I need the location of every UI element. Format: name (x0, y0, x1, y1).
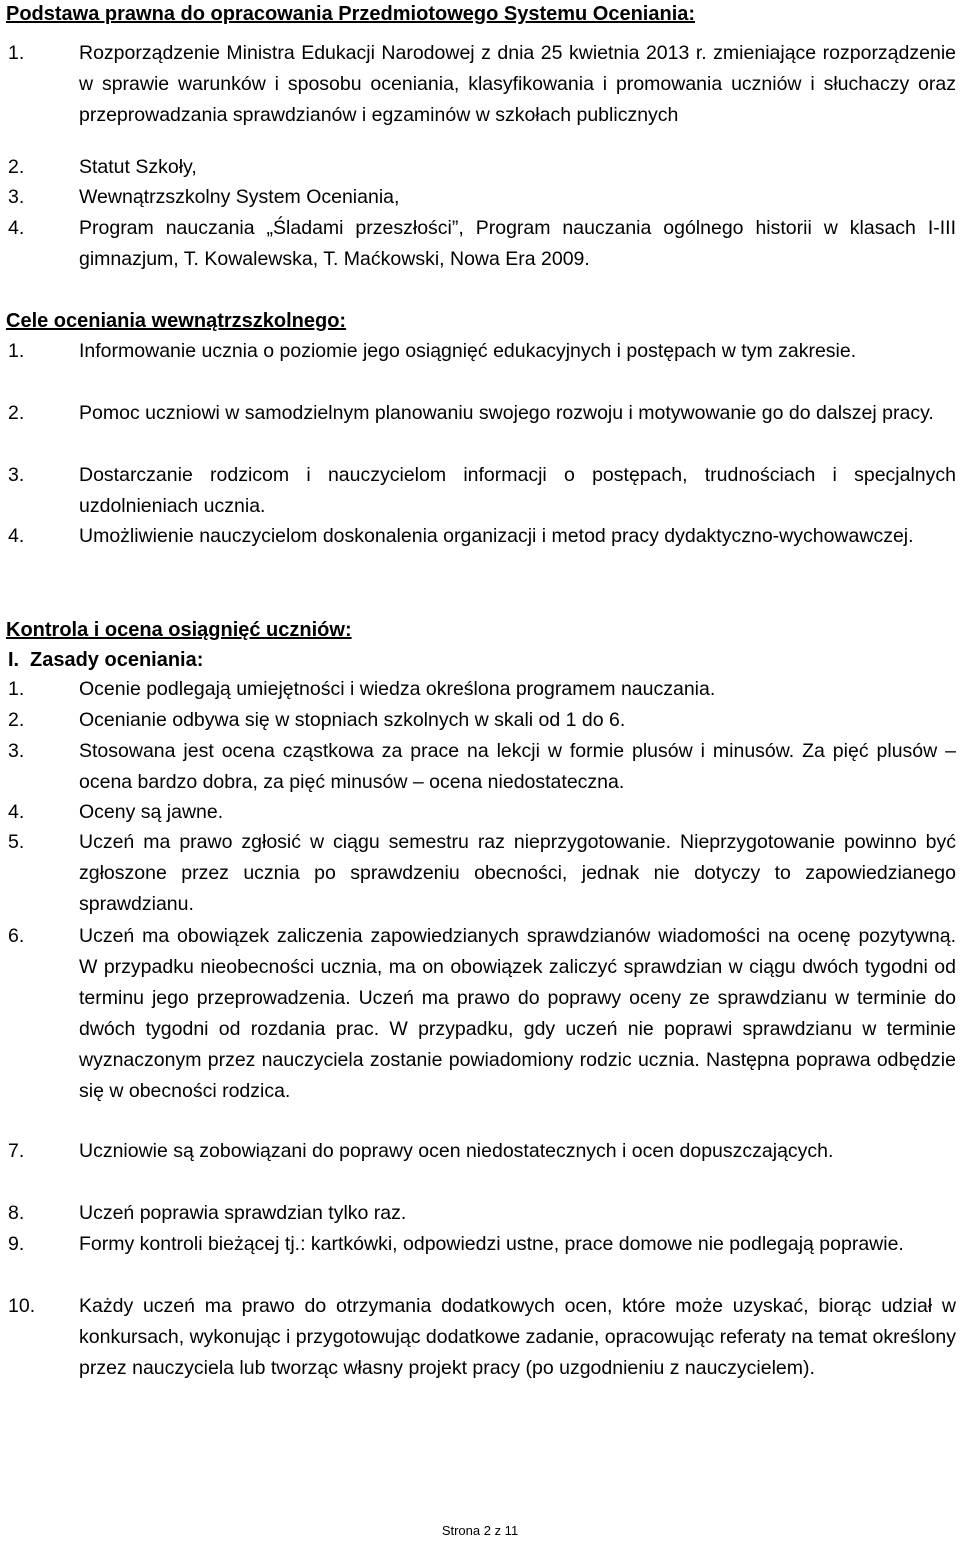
list-item-text: Stosowana jest ocena cząstkowa za prace na lekcji w formie plusów i minusów. Za pięć plusów – ocena bardzo dobra, za pięć minusów – ocena niedostateczna. (79, 740, 956, 793)
list-item-text: Program nauczania „Śladami przeszłości”, Program nauczania ogólnego historii w klasach I-III gimnazjum, T. Kowalewska, T. Maćkowski, Nowa Era 2009. (79, 217, 956, 270)
list-item-number: 6. (8, 925, 25, 947)
section-title-assessment-goals: Cele oceniania wewnątrzszkolnego: (6, 310, 347, 332)
subsection-number: I. (8, 649, 20, 671)
list-item-text: Uczeń ma prawo zgłosić w ciągu semestru raz nieprzygotowanie. Nieprzygotowanie powinno być zgłoszone przez ucznia po sprawdzeniu obecności, jednak nie dotyczy to zapowiedzianego sprawdzianu. (79, 831, 956, 915)
section-title-control-and-assessment: Kontrola i ocena osiągnięć uczniów: (6, 619, 352, 641)
list-item-number: 2. (8, 709, 25, 731)
list-item-text: Umożliwienie nauczycielom doskonalenia organizacji i metod pracy dydaktyczno-wychowawczej. (79, 525, 914, 547)
list-item-text: Dostarczanie rodzicom i nauczycielom informacji o postępach, trudnościach i specjalnych uzdolnieniach ucznia. (79, 464, 956, 517)
list-item-text: Ocenianie odbywa się w stopniach szkolnych w skali od 1 do 6. (79, 709, 626, 731)
list-item-text: Statut Szkoły, (79, 156, 197, 178)
list-item-number: 4. (8, 801, 25, 823)
list-item-text: Wewnątrzszkolny System Oceniania, (79, 186, 400, 208)
section-title-legal-basis: Podstawa prawna do opracowania Przedmiotowego Systemu Oceniania: (6, 3, 696, 25)
document-page: Podstawa prawna do opracowania Przedmiotowego Systemu Oceniania: 1. Rozporządzenie Ministra Edukacji Narodowej z dnia 25 kwietnia 2013 r. zmieniające rozporządzenie w sprawie warunków i sposobu oceniania, klasyfikowania i promowania uczniów i słuchaczy oraz przeprowadzania sprawdzianów i egzaminów w szkołach publicznych 2. Statut Szkoły, 3. Wewnątrzszkolny System Oceniania, 4. Program nauczania „Śladami przeszłości”, Program nauczania ogólnego historii w klasach I-III gimnazjum, T. Kowalewska, T. Maćkowski, Nowa Era 2009. Cele oceniania wewnątrzszkolnego: 1. Informowanie ucznia o poziomie jego osiągnięć edukacyjnych i postępach w tym zakresie. 2. Pomoc uczniowi w samodzielnym planowaniu swojego rozwoju i motywowanie go do dalszej pracy. 3. Dostarczanie rodzicom i nauczycielom informacji o postępach, trudnościach i specjalnych uzdolnieniach ucznia. 4. Umożliwienie nauczycielom doskonalenia organizacji i metod pracy dydaktyczno-wychowawczej. Kontrola i ocena osiągnięć uczniów: I. Zasady oceniania: 1. Ocenie podlegają umiejętności i wiedza określona programem nauczania. 2. Ocenianie odbywa się w stopniach szkolnych w skali od 1 do 6. 3. Stosowana jest ocena cząstkowa za prace na lekcji w formie plusów i minusów. Za pięć plusów – ocena bardzo dobra, za pięć minusów – ocena niedostateczna. 4. Oceny są jawne. 5. Uczeń ma prawo zgłosić w ciągu semestru raz nieprzygotowanie. Nieprzygotowanie powinno być zgłoszone przez ucznia po sprawdzeniu obecności, jednak nie dotyczy to zapowiedzianego sprawdzianu. 6. Uczeń ma obowiązek zaliczenia zapowiedzianych sprawdzianów wiadomości na ocenę pozytywną. W przypadku nieobecności ucznia, ma on obowiązek zaliczyć sprawdzian w ciągu dwóch tygodni od terminu jego przeprowadzenia. Uczeń ma prawo do poprawy oceny ze sprawdzianu w terminie do dwóch tygodni od rozdania prac. W przypadku, gdy uczeń nie poprawi sprawdzianu w terminie wyznaczonym przez nauczyciela zostanie powiadomiony rodzic ucznia. Następna poprawa odbędzie się w obecności rodzica. 7. Uczniowie są zobowiązani do poprawy ocen niedostatecznych i ocen dopuszczających. 8. Uczeń poprawia sprawdzian tylko raz. 9. Formy kontroli bieżącej tj.: kartkówki, odpowiedzi ustne, prace domowe nie podlegają poprawie. 10. Każdy uczeń ma prawo do otrzymania dodatkowych ocen, które może uzyskać, biorąc udział w konkursach, wykonując i przygotowując dodatkowe zadanie, opracowując referaty na temat określony przez nauczyciela lub tworząc własny projekt pracy (po uzgodnieniu z nauczycielem). Strona 2 z 11 (0, 0, 960, 1541)
list-item-text: Uczniowie są zobowiązani do poprawy ocen niedostatecznych i ocen dopuszczających. (79, 1140, 834, 1162)
list-item-number: 3. (8, 740, 25, 762)
list-item-number: 7. (8, 1140, 25, 1162)
list-item-number: 1. (8, 678, 25, 700)
list-item-number: 2. (8, 402, 25, 424)
list-item-text: Uczeń ma obowiązek zaliczenia zapowiedzianych sprawdzianów wiadomości na ocenę pozytywną. W przypadku nieobecności ucznia, ma on obowiązek zaliczyć sprawdzian w ciągu dwóch tygodni od terminu jego przeprowadzenia. Uczeń ma prawo do poprawy oceny ze sprawdzianu w terminie do dwóch tygodni od rozdania prac. W przypadku, gdy uczeń nie poprawi sprawdzianu w terminie wyznaczonym przez nauczyciela zostanie powiadomiony rodzic ucznia. Następna poprawa odbędzie się w obecności rodzica. (79, 925, 956, 1102)
list-item-number: 1. (8, 42, 25, 64)
list-item-number: 2. (8, 156, 25, 178)
page-number: Strona 2 z 11 (441, 1523, 519, 1538)
list-item-number: 10. (8, 1295, 36, 1317)
list-item-text: Informowanie ucznia o poziomie jego osiągnięć edukacyjnych i postępach w tym zakresie. (79, 340, 857, 362)
list-item-text: Ocenie podlegają umiejętności i wiedza określona programem nauczania. (79, 678, 716, 700)
list-item-text: Formy kontroli bieżącej tj.: kartkówki, odpowiedzi ustne, prace domowe nie podlegają poprawie. (79, 1233, 904, 1255)
list-item-number: 1. (8, 340, 25, 362)
list-item-text: Pomoc uczniowi w samodzielnym planowaniu swojego rozwoju i motywowanie go do dalszej pracy. (79, 402, 934, 424)
list-item-number: 5. (8, 831, 25, 853)
list-item-number: 8. (8, 1202, 25, 1224)
list-item-text: Rozporządzenie Ministra Edukacji Narodowej z dnia 25 kwietnia 2013 r. zmieniające rozporządzenie w sprawie warunków i sposobu oceniania, klasyfikowania i promowania uczniów i słuchaczy oraz przeprowadzania sprawdzianów i egzaminów w szkołach publicznych (79, 42, 956, 126)
list-item-text: Każdy uczeń ma prawo do otrzymania dodatkowych ocen, które może uzyskać, biorąc udział w konkursach, wykonując i przygotowując dodatkowe zadanie, opracowując referaty na temat określony przez nauczyciela lub tworząc własny projekt pracy (po uzgodnieniu z nauczycielem). (79, 1295, 956, 1379)
list-item-number: 9. (8, 1233, 25, 1255)
list-item-number: 4. (8, 217, 25, 239)
list-item-number: 3. (8, 464, 25, 486)
list-item-number: 4. (8, 525, 25, 547)
list-item-text: Oceny są jawne. (79, 801, 224, 823)
list-item-text: Uczeń poprawia sprawdzian tylko raz. (79, 1202, 407, 1224)
list-item-number: 3. (8, 186, 25, 208)
